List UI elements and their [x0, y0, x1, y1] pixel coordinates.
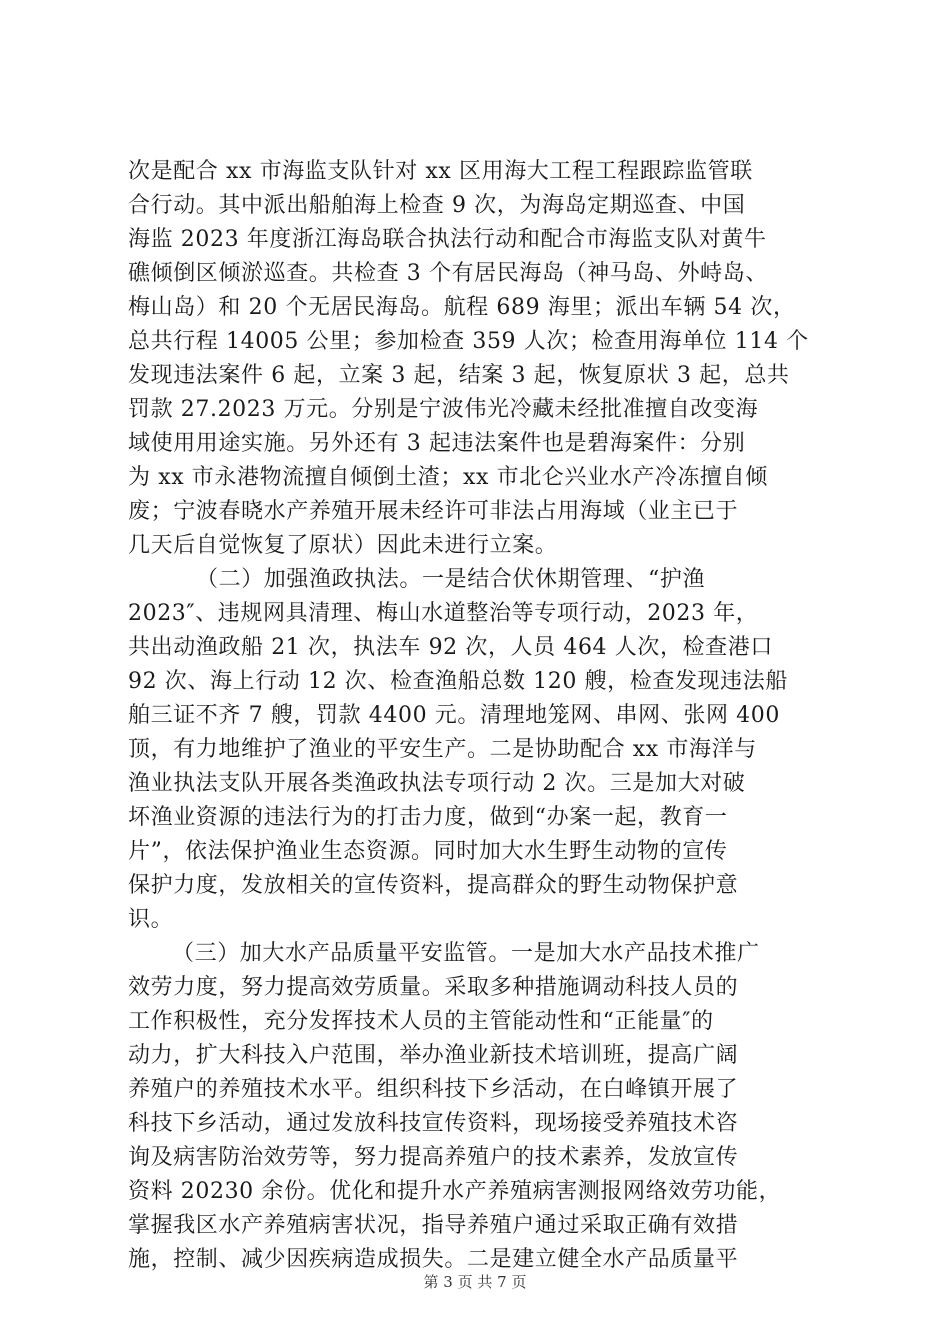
- text-line: 舶三证不齐 7 艘，罚款 4400 元。清理地笼网、串网、张网 400: [128, 703, 780, 728]
- text-line: 次是配合 xx 市海监支队针对 xx 区用海大工程工程跟踪监管联: [128, 159, 753, 184]
- text-line: 共出动渔政船 21 次，执法车 92 次，人员 464 人次，检查港口: [128, 635, 773, 660]
- text-line: 资料 20230 余份。优化和提升水产养殖病害测报网络效劳功能，: [128, 1179, 782, 1204]
- text-line: 掌握我区水产养殖病害状况，指导养殖户通过采取正确有效措: [128, 1213, 739, 1238]
- text-line: 为 xx 市永港物流擅自倾倒土渣；xx 市北仑兴业水产冷冻擅自倾: [128, 465, 768, 490]
- text-line: 动力，扩大科技入户范围，举办渔业新技术培训班，提高广阔: [128, 1043, 739, 1068]
- text-line: 养殖户的养殖技术水平。组织科技下乡活动，在白峰镇开展了: [128, 1077, 739, 1102]
- text-line: 片”，依法保护渔业生态资源。同时加大水生野生动物的宣传: [128, 839, 728, 864]
- text-line: 域使用用途实施。另外还有 3 起违法案件也是碧海案件：分别: [128, 431, 746, 456]
- text-line: 保护力度，发放相关的宣传资料，提高群众的野生动物保护意: [128, 873, 739, 898]
- text-line: 工作积极性，充分发挥技术人员的主管能动性和“正能量″的: [128, 1009, 714, 1034]
- text-line: 总共行程 14005 公里；参加检查 359 人次；检查用海单位 114 个: [128, 329, 809, 354]
- text-line: 坏渔业资源的违法行为的打击力度，做到“办案一起，教育一: [128, 805, 728, 830]
- text-line: 几天后自觉恢复了原状）因此未进行立案。: [128, 533, 558, 558]
- text-line: 询及病害防治效劳等，努力提高养殖户的技术素养，发放宣传: [128, 1145, 739, 1170]
- text-line: 合行动。其中派出船舶海上检查 9 次，为海岛定期巡查、中国: [128, 193, 746, 218]
- text-line: 顶，有力地维护了渔业的平安生产。二是协助配合 xx 市海洋与: [128, 737, 757, 762]
- text-line: 梅山岛）和 20 个无居民海岛。航程 689 海里；派出车辆 54 次，: [128, 295, 796, 320]
- text-line: 渔业执法支队开展各类渔政执法专项行动 2 次。三是加大对破: [128, 771, 746, 796]
- text-line: 92 次、海上行动 12 次、检查渔船总数 120 艘，检查发现违法船: [128, 669, 788, 694]
- text-line: 海监 2023 年度浙江海岛联合执法行动和配合市海监支队对黄牛: [128, 227, 767, 252]
- text-line: 2023″、违规网具清理、梅山水道整治等专项行动，2023 年，: [128, 601, 759, 626]
- text-line: 施，控制、减少因疾病造成损失。二是建立健全水产品质量平: [128, 1247, 739, 1272]
- text-line: 效劳力度，努力提高效劳质量。采取多种措施调动科技人员的: [128, 975, 739, 1000]
- section-heading-line: （二）加强渔政执法。一是结合伏休期管理、“护渔: [196, 567, 706, 592]
- text-line: 科技下乡活动，通过发放科技宣传资料，现场接受养殖技术咨: [128, 1111, 739, 1136]
- text-line: 识。: [128, 907, 174, 932]
- text-line: 废；宁波春晓水产养殖开展未经许可非法占用海域（业主已于: [128, 499, 739, 524]
- text-line: 礁倾倒区倾淤巡查。共检查 3 个有居民海岛（神马岛、外峙岛、: [128, 261, 768, 286]
- section-heading-line: （三）加大水产品质量平安监管。一是加大水产品技术推广: [172, 941, 760, 966]
- text-line: 罚款 27.2023 万元。分别是宁波伟光冷藏未经批准擅自改变海: [128, 397, 759, 422]
- page-number-footer: 第 3 页 共 7 页: [423, 1273, 527, 1291]
- text-line: 发现违法案件 6 起，立案 3 起，结案 3 起，恢复原状 3 起，总共: [128, 363, 790, 388]
